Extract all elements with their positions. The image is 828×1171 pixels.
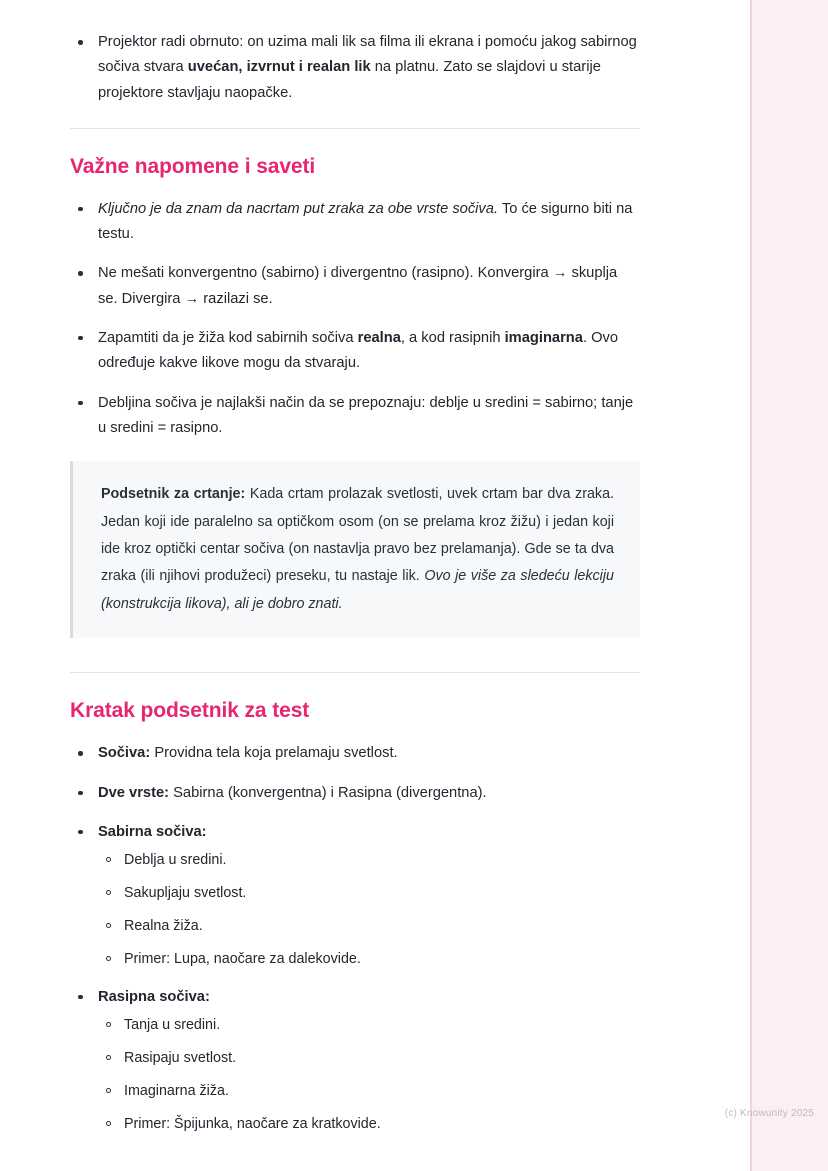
- sub-list-item: Primer: Špijunka, naočare za kratkovide.: [98, 1113, 640, 1136]
- summary-list-item: [70, 820, 640, 971]
- section-title-notes: Važne napomene i saveti: [70, 154, 316, 178]
- sub-bullet-list: [98, 1014, 640, 1136]
- page-side-strip: [750, 0, 828, 1171]
- sub-list-item: Realna žiža.: [98, 915, 640, 938]
- text-run: Podsetnik za crtanje:: [101, 486, 246, 503]
- text-run: Dve vrste:: [98, 784, 170, 801]
- section-divider-bottom: [70, 672, 640, 673]
- text-run: Projektor radi obrnuto: on uzima mali lik sa filma ili ekrana i pomoću jakog sabirnog sočiva stvara: [98, 34, 637, 76]
- text-run: Providna tela koja prelamaju svetlost.: [150, 745, 398, 762]
- summary-bullet-list: [70, 741, 640, 1135]
- text-run: To će sigurno biti na testu.: [98, 200, 633, 243]
- text-run: , a kod rasipnih: [400, 329, 505, 346]
- notes-bullet-list: [70, 197, 640, 441]
- text-run: Ključno je da znam da nacrtam put zraka za obe vrste sočiva.: [98, 200, 499, 217]
- summary-list-item: [70, 741, 640, 766]
- text-run: . Ovo određuje kakve likove mogu da stvaraju.: [98, 329, 619, 372]
- section-title-summary: Kratak podsetnik za test: [70, 699, 310, 723]
- notes-list-item: [70, 261, 640, 312]
- sub-bullet-list: [98, 849, 640, 971]
- text-run: Rasipna sočiva:: [98, 988, 210, 1005]
- text-run: imaginarna: [504, 329, 583, 346]
- drawing-reminder-callout: [70, 461, 640, 638]
- text-run: na platnu. Zato se slajdovi u starije projektore stavljaju naopačke.: [98, 59, 601, 101]
- summary-list-item: [70, 781, 640, 806]
- text-run: Sočiva:: [98, 745, 151, 762]
- text-run: uvećan, izvrnut i realan lik: [187, 59, 371, 76]
- section-divider-top: [70, 128, 640, 129]
- summary-list-item: [70, 985, 640, 1136]
- footer-credit: (c) Knowunity 2025: [724, 1108, 814, 1119]
- sub-list-item: Imaginarna žiža.: [98, 1080, 640, 1103]
- notes-list-item: [70, 326, 640, 377]
- text-run: Kada crtam prolazak svetlosti, uvek crtam bar dva zraka. Jedan koji ide paralelno sa optičkom osom (on se prelama kroz žižu) i jedan koji ide kroz optički centar sočiva (on nastavlja pravo bez prelamanja). Gde se ta dva zraka (ili njihovi produžeci) preseku, tu nastaje lik.: [101, 486, 614, 585]
- text-run: Sabirna sočiva:: [98, 823, 207, 840]
- text-run: Ne mešati konvergentno (sabirno) i divergentno (rasipno). Konvergira → skuplja se. Divergira → razilazi se.: [98, 265, 618, 307]
- sub-list-item: Sakupljaju svetlost.: [98, 882, 640, 905]
- text-run: Debljina sočiva je najlakši način da se prepoznaju: deblje u sredini = sabirno; tanje u sredini = rasipno.: [98, 394, 634, 436]
- intro-list-item: [70, 30, 640, 106]
- sub-list-item: Primer: Lupa, naočare za dalekovide.: [98, 948, 640, 971]
- text-run: Zapamtiti da je žiža kod sabirnih sočiva: [98, 329, 358, 346]
- notes-list-item: [70, 197, 640, 248]
- sub-list-item: Rasipaju svetlost.: [98, 1047, 640, 1070]
- sub-list-item: Tanja u sredini.: [98, 1014, 640, 1037]
- text-run: Sabirna (konvergentna) i Rasipna (divergentna).: [169, 784, 487, 801]
- text-run: Ovo je više za sledeću lekciju (konstrukcija likova), ali je dobro znati.: [101, 568, 614, 612]
- intro-bullet-list: [70, 30, 640, 106]
- notes-list-item: [70, 391, 640, 442]
- sub-list-item: Deblja u sredini.: [98, 849, 640, 872]
- text-run: realna: [357, 329, 401, 346]
